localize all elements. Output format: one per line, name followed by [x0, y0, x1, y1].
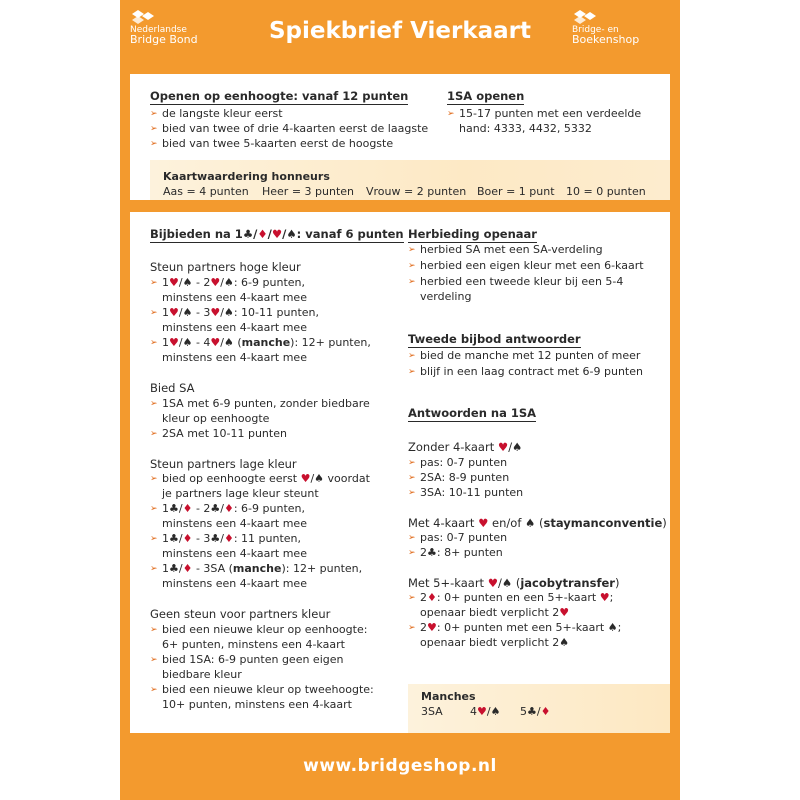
sa-openen-item: ➢ 15-17 punten met een verdeelde [447, 107, 641, 122]
zonder-item-3: ➢ 3SA: 10-11 punten [408, 486, 523, 501]
logo-left-line2: Bridge Bond [130, 33, 198, 46]
steun-laag-item-4: ➢ 1♣/♦ - 3SA (manche): 12+ punten, [150, 562, 362, 577]
herbieding-heading: Herbieding openaar [408, 227, 537, 241]
manches-heading: Manches [421, 690, 476, 703]
steun-laag-item-1-cont: je partners lage kleur steunt [162, 487, 319, 500]
zonder-item-1: ➢ pas: 0-7 punten [408, 456, 507, 471]
steun-hoog-item-1: ➢ 1♥/♠ - 2♥/♠: 6-9 punten, [150, 276, 305, 291]
honours-tien: 10 = 0 punten [566, 185, 646, 198]
geen-steun-title: Geen steun voor partners kleur [150, 607, 331, 621]
geen-steun-item-3: ➢ bied een nieuwe kleur op tweehoogte: [150, 683, 374, 698]
steun-hoog-item-2-cont: minstens een 4-kaart mee [162, 321, 307, 334]
herbieding-item-2: ➢ herbied een eigen kleur met een 6-kaart [408, 259, 644, 274]
honours-boer: Boer = 1 punt [477, 185, 555, 198]
tweede-item-2: ➢ blijf in een laag contract met 6-9 punten [408, 365, 643, 380]
met4-item-2: ➢ 2♣: 8+ punten [408, 546, 503, 561]
bied-sa-title: Bied SA [150, 381, 195, 395]
steun-hoog-title: Steun partners hoge kleur [150, 260, 301, 274]
met5-title: Met 5+-kaart ♥/♠ (jacobytransfer) [408, 576, 620, 590]
openen-item-3: ➢ bied van twee 5-kaarten eerst de hoogste [150, 137, 393, 152]
logo-right-line1: Bridge- en [572, 25, 619, 35]
openen-item-2: ➢ bied van twee of drie 4-kaarten eerst de laagste [150, 122, 428, 137]
tweede-heading: Tweede bijbod antwoorder [408, 332, 581, 346]
geen-steun-item-1-cont: 6+ punten, minstens een 4-kaart [162, 638, 345, 651]
steun-laag-item-2-cont: minstens een 4-kaart mee [162, 517, 307, 530]
tweede-item-1: ➢ bied de manche met 12 punten of meer [408, 349, 640, 364]
openen-heading: Openen op eenhoogte: vanaf 12 punten [150, 89, 409, 103]
diamond-logo-icon [572, 10, 602, 24]
steun-hoog-item-3: ➢ 1♥/♠ - 4♥/♠ (manche): 12+ punten, [150, 336, 371, 351]
met5-item-2-cont: openaar biedt verplicht 2♠ [420, 636, 570, 649]
sa-openen-heading: 1SA openen [447, 89, 525, 103]
footer-url: www.bridgeshop.nl [303, 756, 497, 776]
openen-item-1: ➢ de langste kleur eerst [150, 107, 283, 122]
zonder-title: Zonder 4-kaart ♥/♠ [408, 440, 523, 454]
met4-title: Met 4-kaart ♥ en/of ♠ (staymanconventie) [408, 516, 667, 530]
logo-right-line2: Boekenshop [572, 33, 640, 46]
steun-laag-item-2: ➢ 1♣/♦ - 2♣/♦: 6-9 punten, [150, 502, 305, 517]
honours-heading: Kaartwaardering honneurs [163, 170, 330, 183]
herbieding-item-3-cont: verdeling [420, 290, 472, 303]
zonder-item-2: ➢ 2SA: 8-9 punten [408, 471, 509, 486]
bied-sa-item-1-cont: kleur op eenhoogte [162, 412, 270, 425]
sa-openen-item-cont: hand: 4333, 4432, 5332 [459, 122, 592, 135]
manches-sa: 3SA [421, 705, 443, 718]
bijbieden-heading: Bijbieden na 1♣/♦/♥/♠: vanaf 6 punten [150, 227, 404, 241]
page-title: Spiekbrief Vierkaart [268, 18, 531, 44]
steun-laag-item-3: ➢ 1♣/♦ - 3♣/♦: 11 punten, [150, 532, 301, 547]
honours-vrouw: Vrouw = 2 punten [366, 185, 467, 198]
bied-sa-item-2: ➢ 2SA met 10-11 punten [150, 427, 287, 442]
steun-hoog-item-3-cont: minstens een 4-kaart mee [162, 351, 307, 364]
met5-item-2: ➢ 2♥: 0+ punten met een 5+-kaart ♠; [408, 621, 621, 636]
bied-sa-item-1: ➢ 1SA met 6-9 punten, zonder biedbare [150, 397, 370, 412]
geen-steun-item-2-cont: biedbare kleur [162, 668, 242, 681]
steun-hoog-item-2: ➢ 1♥/♠ - 3♥/♠: 10-11 punten, [150, 306, 319, 321]
antwoorden-heading: Antwoorden na 1SA [408, 406, 537, 420]
manches-minor: 5♣/♦ [520, 705, 551, 718]
herbieding-item-1: ➢ herbied SA met een SA-verdeling [408, 243, 603, 258]
steun-laag-item-3-cont: minstens een 4-kaart mee [162, 547, 307, 560]
logo-left-line1: Nederlandse [130, 25, 187, 35]
geen-steun-item-2: ➢ bied 1SA: 6-9 punten geen eigen [150, 653, 343, 668]
steun-laag-item-4-cont: minstens een 4-kaart mee [162, 577, 307, 590]
steun-laag-title: Steun partners lage kleur [150, 457, 297, 471]
cheat-sheet-card [120, 0, 680, 800]
honours-heer: Heer = 3 punten [262, 185, 355, 198]
herbieding-item-3: ➢ herbied een tweede kleur bij een 5-4 [408, 275, 623, 290]
honours-aas: Aas = 4 punten [163, 185, 249, 198]
manches-major: 4♥/♠ [470, 705, 501, 718]
steun-laag-item-1: ➢ bied op eenhoogte eerst ♥/♠ voordat [150, 472, 370, 487]
geen-steun-item-3-cont: 10+ punten, minstens een 4-kaart [162, 698, 352, 711]
geen-steun-item-1: ➢ bied een nieuwe kleur op eenhoogte: [150, 623, 367, 638]
met4-item-1: ➢ pas: 0-7 punten [408, 531, 507, 546]
met5-item-1-cont: openaar biedt verplicht 2♥ [420, 606, 570, 619]
bookshop-logo [572, 10, 639, 45]
met5-item-1: ➢ 2♦: 0+ punten en een 5+-kaart ♥; [408, 591, 613, 606]
steun-hoog-item-1-cont: minstens een 4-kaart mee [162, 291, 307, 304]
